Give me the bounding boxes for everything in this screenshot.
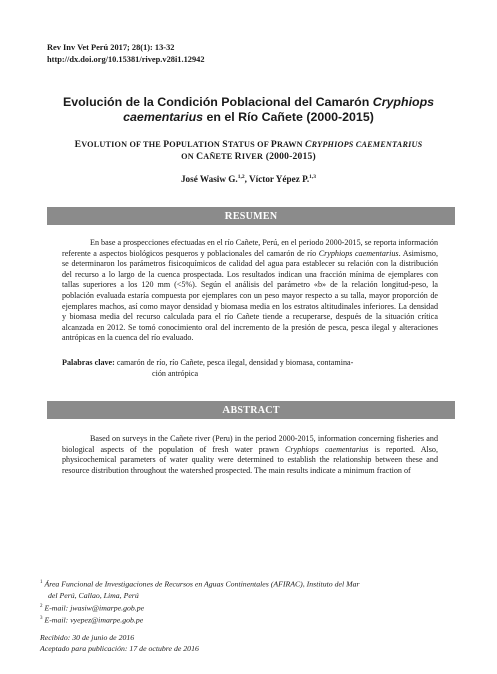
footnote-marker: 2 xyxy=(40,604,43,609)
journal-citation: Rev Inv Vet Perú 2017; 28(1): 13-32 xyxy=(47,43,175,52)
footnote-text: Área Funcional de Investigaciones de Recursos en Aguas Continentales (AFIRAC), Instituto del Mar xyxy=(42,579,360,589)
journal-doi: http://dx.doi.org/10.15381/rivep.v28i1.12942 xyxy=(47,55,205,64)
title-part2: en el Río Cañete (2000-2015) xyxy=(203,110,374,124)
resumen-species: Cryphiops caementarius xyxy=(318,248,399,258)
author-sep: , xyxy=(244,174,250,185)
title-species: Cryphiops xyxy=(372,95,435,109)
en-text: ON xyxy=(181,152,197,161)
journal-header xyxy=(47,42,205,66)
en-text: OPULATION xyxy=(169,140,223,149)
footnote-email: E-mail: vyepez@imarpe.gob.pe xyxy=(42,615,144,625)
heading-cap: A xyxy=(222,404,231,416)
resumen-paragraph xyxy=(62,238,438,344)
footnote-1 xyxy=(40,577,460,602)
en-cap: P xyxy=(163,139,170,150)
publication-dates xyxy=(40,632,199,654)
footnote-marker: 1 xyxy=(40,580,43,585)
en-cap: C xyxy=(305,139,312,150)
received-date: Recibido: 30 de junio de 2016 xyxy=(40,633,135,642)
resumen-heading xyxy=(47,207,455,225)
footnote-email: E-mail: jwasiw@imarpe.gob.pe xyxy=(42,603,145,613)
heading-text: BSTRACT xyxy=(230,405,280,416)
authors xyxy=(40,174,457,184)
footnote-text: del Perú, Callao, Lima, Perú xyxy=(48,591,139,601)
keywords-label: Palabras clave: xyxy=(62,358,115,367)
resumen-text-a: En base a prospecciones efectuadas en el río Cañete, Perú, en el periodo 2000-2015, se reporta información referente a aspectos biológicos pesqueros y poblacionales del camarón de río xyxy=(62,238,438,258)
en-text: VOLUTION OF THE xyxy=(81,140,164,149)
heading-cap: R xyxy=(224,210,233,222)
author-1: José Wasiw G. xyxy=(180,174,238,185)
author-1-affil: 1,2 xyxy=(237,174,245,180)
title-species-2: caementarius xyxy=(123,110,204,124)
keywords-line2: ción antrópica xyxy=(152,368,199,378)
keywords xyxy=(62,358,438,379)
en-text: AÑETE xyxy=(203,152,235,161)
en-cap: R xyxy=(234,151,242,162)
abstract-text-a: Based on surveys in the Cañete river (Peru) in the period 2000-2015, information concerning fisheries and biological aspects of the population of fresh water prawn xyxy=(62,434,438,454)
en-cap: S xyxy=(222,139,228,150)
abstract-species: Cryphiops caementarius xyxy=(285,444,369,454)
heading-text: ESUMEN xyxy=(232,211,278,222)
footnote-marker: 3 xyxy=(40,616,43,621)
author-2: Víctor Yépez P. xyxy=(249,174,310,185)
en-text: TATUS OF xyxy=(227,140,271,149)
footnote-3 xyxy=(40,613,460,626)
abstract-text-b: is reported. Also, physicochemical parameters of water quality were determined to establish the relationship between these and resource distribution throughout the watershed prospected. The main results indicate a minimum fraction of xyxy=(62,444,439,475)
title-part1: Evolución de la Condición Poblacional del Camarón xyxy=(62,95,373,109)
abstract-heading xyxy=(47,401,455,419)
resumen-text-b: . Asimismo, se determinaron los parámetros fisicoquímicos de calidad del agua para establecer su relación con la distribución del recurso a lo largo de la cuenca prospectada. Los resultados indican una fracción mínima de ejemplares con tallas superiores a los 120 mm (<5%). Según el análisis del parámetro «b» de la relación longitud-peso, la población evaluada estaría compuesta por ejemplares con un peso mayor respecto a su talla, mayor proporción de ejemplares machos, así como mayor densidad y biomasa media en los estratos altitudinales inferiores. La densidad y biomasa media del recurso calculada para el río Cañete tiende a recuperarse, después de la situación crítica alcanzada en 2012. Se tomó conocimiento oral del incremento de la presión de pesca, pesca ilegal y alteraciones antrópicas en la cuenca del río evaluado. xyxy=(62,248,438,343)
article-title xyxy=(40,95,457,125)
accepted-date: Aceptado para publicación: 17 de octubre de 2016 xyxy=(40,644,199,653)
abstract-paragraph xyxy=(62,434,438,476)
en-cap: E xyxy=(74,139,82,150)
en-text: RYPHIOPS CAEMENTARIUS xyxy=(311,140,423,149)
en-cap: C xyxy=(196,151,204,162)
english-title xyxy=(40,139,457,163)
keywords-line1: camarón de río, río Cañete, pesca ilegal, densidad y biomasa, contamina- xyxy=(114,358,354,367)
author-2-affil: 1,3 xyxy=(309,174,317,180)
en-cap: P xyxy=(270,139,277,150)
en-text: IVER xyxy=(241,152,264,161)
en-text: (2000-2015) xyxy=(263,151,316,162)
en-text: RAWN xyxy=(276,140,306,149)
